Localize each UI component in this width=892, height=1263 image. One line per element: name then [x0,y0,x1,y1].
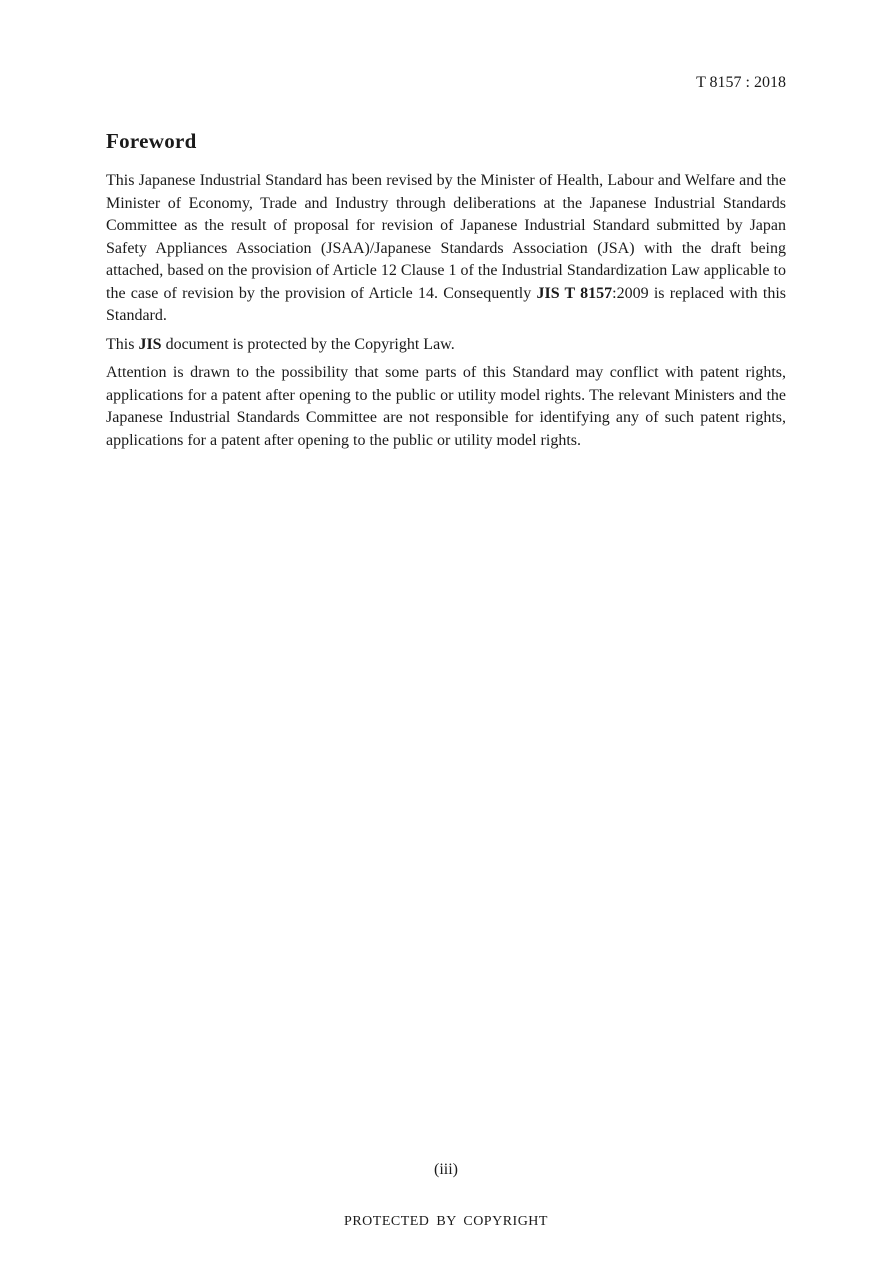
paragraph-revision-text: This Japanese Industrial Standard has been revised by the Minister of Health, Labour and Welfare and the Minister of Economy, Trade and Industry through deliberations at the Japanese Industrial Standards Committee as the result of proposal for revision of Japanese Industrial Standard submitted by Japan Safety Appliances Association (JSAA)/Japanese Standards Association (JSA) with the draft being attached, based on the provision of Article 12 Clause 1 of the Industrial Standardization Law applicable to the case of revision by the provision of Article 14. Consequently [106,172,786,302]
jis-term: JIS [138,335,162,353]
paragraph-copyright [106,334,786,357]
copyright-notice: PROTECTED BY COPYRIGHT [344,1214,548,1229]
paragraph-revision-text-end: :2009 is replaced with this Standard. [106,284,786,324]
paragraph-copyright-text: This [106,335,139,353]
document-identifier: T 8157 : 2018 [696,74,786,91]
section-title: Foreword [106,129,197,153]
standard-reference: JIS T 8157 [536,284,613,302]
foreword-body [106,170,786,458]
paragraph-copyright-text-end: document is protected by the Copyright Law. [161,335,455,353]
paragraph-patent-notice: Attention is drawn to the possibility that some parts of this Standard may conflict with patent rights, applications for a patent after opening to the public or utility model rights. The relevant Ministers and the Japanese Industrial Standards Committee are not responsible for identifying any of such patent rights, applications for a patent after opening to the public or utility model rights. [106,364,786,449]
paragraph-revision [106,170,786,328]
page-number: (iii) [434,1161,458,1178]
